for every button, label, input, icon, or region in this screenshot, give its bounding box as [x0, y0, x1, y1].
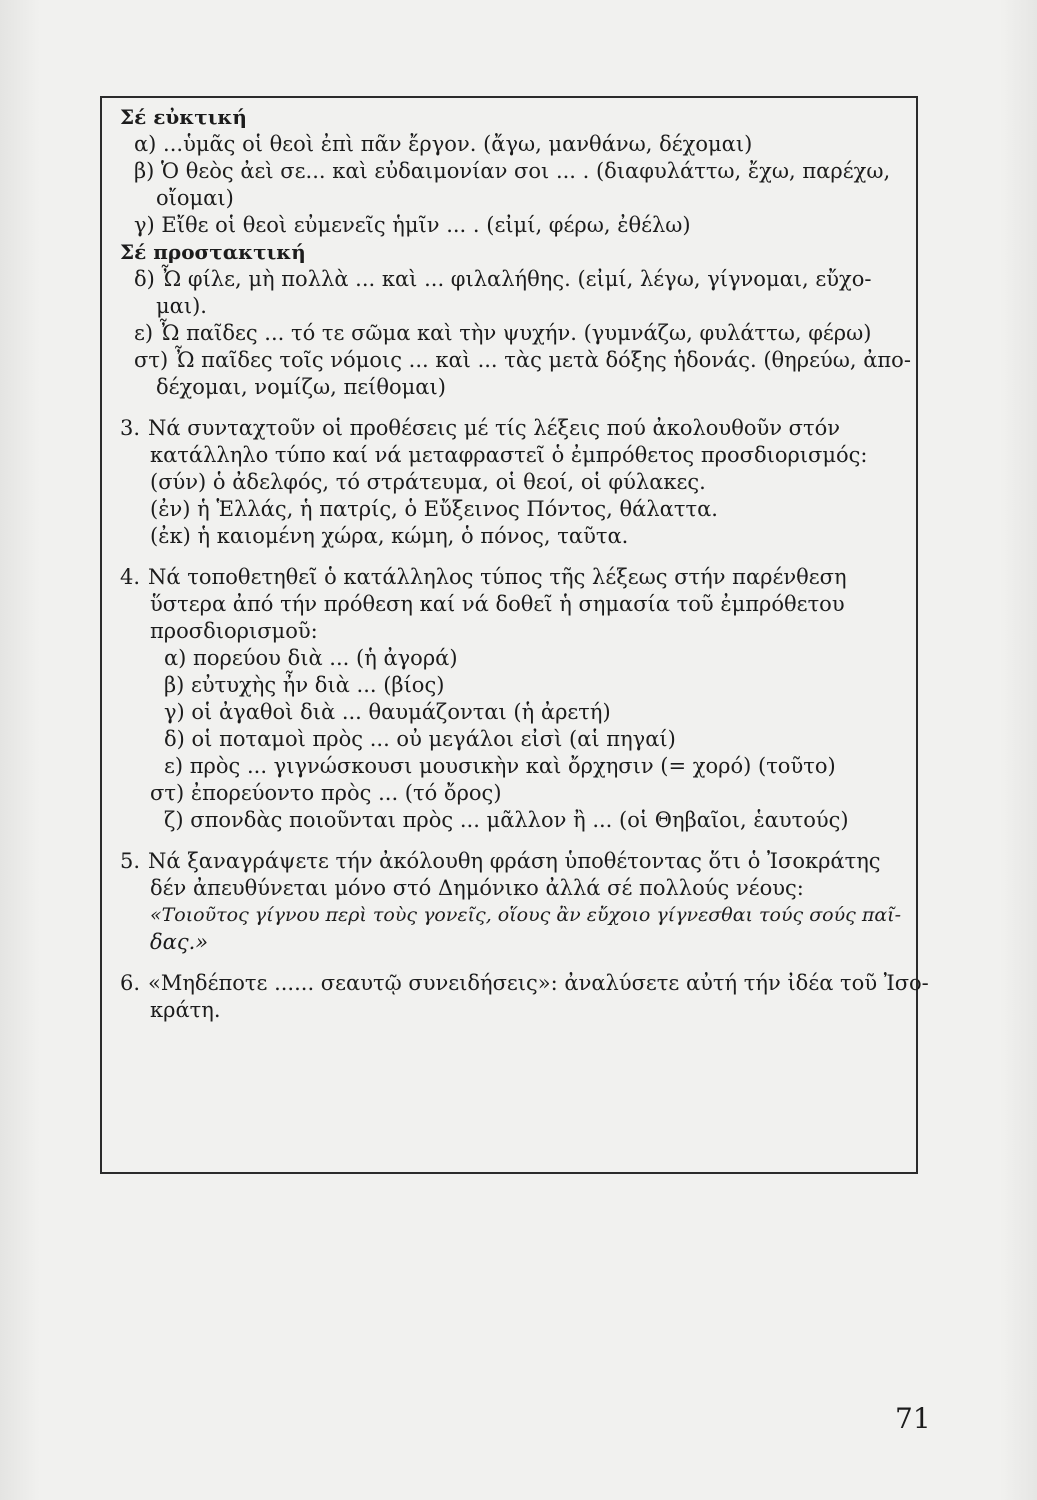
imperative-item-d-cont: μαι).	[156, 294, 207, 318]
imperative-heading: Σέ προστακτική	[120, 240, 306, 264]
imperative-item-e: ε) Ὦ παῖδες ... τό τε σῶμα καὶ τὴν ψυχήν. (γυμνάζω, φυλάττω, φέρω)	[134, 321, 872, 345]
optative-heading: Σέ εὐκτική	[120, 105, 247, 129]
optative-item-b: β) Ὁ θεὸς ἀεὶ σε... καὶ εὐδαιμονίαν σοι ... . (διαφυλάττω, ἔχω, παρέχω,	[134, 159, 891, 183]
imperative-item-d: δ) Ὦ φίλε, μὴ πολλὰ ... καὶ ... φιλαλήθης. (εἰμί, λέγω, γίγνομαι, εὔχο-	[134, 267, 872, 291]
exercise-4-item-e: ε) πρὸς ... γιγνώσκουσι μουσικὴν καὶ ὄρχησιν (= χορό) (τοῦτο)	[164, 754, 836, 778]
exercise-3-line-3: (σύν) ὁ ἀδελφός, τό στράτευμα, οἱ θεοί, οἱ φύλακες.	[150, 470, 706, 494]
exercise-4-item-d: δ) οἱ ποταμοὶ πρὸς ... οὐ μεγάλοι εἰσὶ (αἱ πηγαί)	[164, 727, 676, 751]
page-number: 71	[895, 1402, 931, 1435]
exercise-5-line-2: δέν ἀπευθύνεται μόνο στό Δημόνικο ἀλλά σέ πολλούς νέους:	[150, 876, 804, 900]
exercise-3-line-1: 3. Νά συνταχτοῦν οἱ προθέσεις μέ τίς λέξεις πού ἀκολουθοῦν στόν	[120, 416, 841, 440]
exercise-6-line-1: 6. «Μηδέποτε ...... σεαυτῷ συνειδήσεις»: ἀναλύσετε αὐτή τήν ἰδέα τοῦ Ἰσο-	[120, 971, 929, 995]
exercise-4-line-3: προσδιορισμοῦ:	[150, 619, 318, 643]
exercise-6-number: 6.	[120, 971, 141, 995]
exercise-5-line-1: 5. Νά ξαναγράψετε τήν ἀκόλουθη φράση ὑποθέτοντας ὅτι ὁ Ἰσοκράτης	[120, 849, 881, 873]
exercise-3-line-4: (ἐν) ἡ Ἑλλάς, ἡ πατρίς, ὁ Εὔξεινος Πόντος, θάλαττα.	[150, 497, 718, 521]
imperative-item-st: στ) Ὦ παῖδες τοῖς νόμοις ... καὶ ... τὰς μετὰ δόξης ἡδονάς. (θηρεύω, ἀπο-	[134, 348, 911, 372]
imperative-item-st-cont: δέχομαι, νομίζω, πείθομαι)	[156, 375, 446, 399]
exercise-5-number: 5.	[120, 849, 141, 873]
optative-item-a: α) ...ὑμᾶς οἱ θεοὶ ἐπὶ πᾶν ἔργον. (ἄγω, μανθάνω, δέχομαι)	[134, 132, 753, 156]
exercise-5-quote: «Τοιοῦτος γίγνου περὶ τοὺς γονεῖς, οἵους ἂν εὔχοιο γίγνεσθαι τούς σούς παῖ-	[150, 904, 902, 926]
exercise-4-number: 4.	[120, 565, 141, 589]
exercise-3-line-5: (ἐκ) ἡ καιομένη χώρα, κώμη, ὁ πόνος, ταῦτα.	[150, 524, 629, 548]
exercise-3-line-2: κατάλληλο τύπο καί νά μεταφραστεῖ ὁ ἐμπρόθετος προσδιορισμός:	[150, 443, 868, 467]
exercise-4-item-st: στ) ἐπορεύοντο πρὸς ... (τό ὄρος)	[150, 781, 502, 805]
exercise-4-item-z: ζ) σπονδὰς ποιοῦνται πρὸς ... μᾶλλον ἢ ... (οἱ Θηβαῖοι, ἑαυτούς)	[164, 808, 849, 832]
exercise-4-item-a: α) πορεύου διὰ ... (ἡ ἀγορά)	[164, 646, 458, 670]
exercise-5-quote-cont: δας.»	[150, 930, 209, 954]
optative-item-b-cont: οἴομαι)	[156, 186, 234, 210]
exercise-4-item-b: β) εὐτυχὴς ἦν διὰ ... (βίος)	[164, 673, 445, 697]
exercise-3-number: 3.	[120, 416, 141, 440]
exercise-4-line-2: ὕστερα ἀπό τήν πρόθεση καί νά δοθεῖ ἡ σημασία τοῦ ἐμπρόθετου	[150, 592, 845, 616]
exercise-4-item-c: γ) οἱ ἀγαθοὶ διὰ ... θαυμάζονται (ἡ ἀρετή)	[164, 700, 611, 724]
exercise-6-line-2: κράτη.	[150, 998, 221, 1022]
exercise-4-line-1: 4. Νά τοποθετηθεῖ ὁ κατάλληλος τύπος τῆς λέξεως στήν παρένθεση	[120, 565, 847, 589]
optative-item-c: γ) Εἴθε οἱ θεοὶ εὐμενεῖς ἡμῖν ... . (εἰμί, φέρω, ἐθέλω)	[134, 213, 691, 237]
exercise-content	[120, 104, 929, 1024]
